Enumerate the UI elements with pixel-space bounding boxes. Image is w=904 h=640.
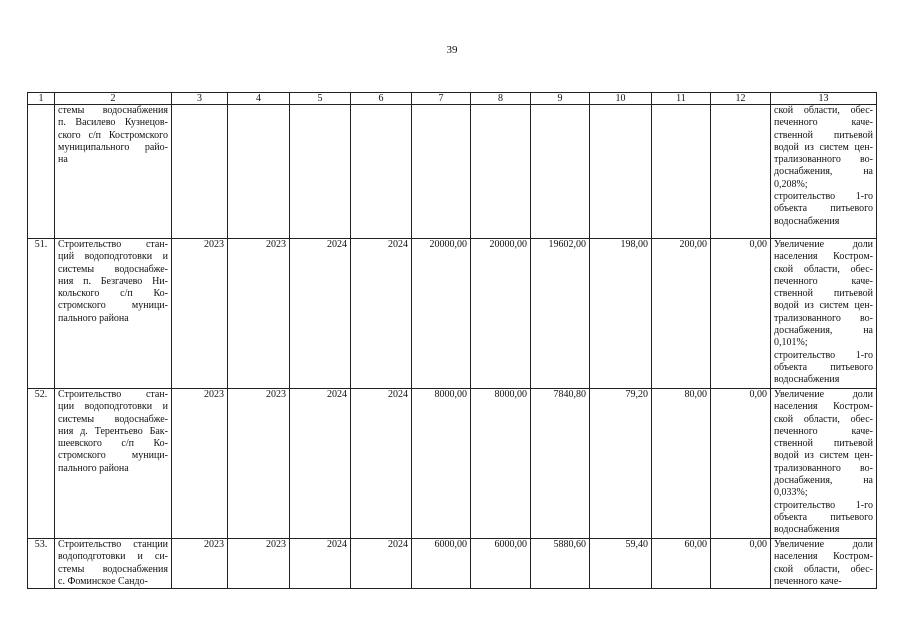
project-name-line: кольского с/п Ко- [58, 288, 168, 300]
year-cell-c5: 2024 [290, 539, 351, 589]
project-name-line: Строительство стан- [58, 239, 168, 250]
result-line: трализованного во- [774, 312, 873, 324]
amount-cell-c12 [711, 105, 771, 239]
project-name-cell [55, 105, 172, 239]
column-header-3: 3 [172, 93, 228, 105]
year-cell-c5 [290, 105, 351, 239]
table-row [28, 539, 877, 589]
project-name-line: системы водоснабже- [58, 263, 168, 275]
project-name-line: муниципального райо- [58, 141, 168, 153]
year-cell-c4: 2023 [228, 239, 290, 389]
project-name-line: ния п. Безгачево Ни- [58, 275, 168, 287]
project-name-line: п. Василево Кузнецов- [58, 117, 168, 129]
project-name-line: стемы водоснабжения [58, 563, 168, 575]
result-line: водой из систем цен- [774, 450, 873, 462]
result-line: печенного каче- [774, 275, 873, 287]
amount-cell-c9 [531, 105, 590, 239]
amount-cell-c8: 6000,00 [471, 539, 531, 589]
result-line: водоснабжения [774, 374, 840, 386]
program-table [27, 92, 877, 589]
table-row [28, 389, 877, 539]
result-line: строительство 1-го [774, 191, 873, 203]
project-name-line: пального района [58, 312, 129, 324]
result-line: строительство 1-го [774, 499, 873, 511]
result-line: водой из систем цен- [774, 300, 873, 312]
project-name-line: ций водоподготовки и [58, 251, 168, 263]
project-name-line: на [58, 154, 68, 166]
amount-cell-c12: 0,00 [711, 539, 771, 589]
column-header-4: 4 [228, 93, 290, 105]
project-name-line: пального района [58, 462, 129, 474]
year-cell-c5: 2024 [290, 239, 351, 389]
year-cell-c6 [351, 105, 412, 239]
result-line: населения Костром- [774, 251, 873, 263]
year-cell-c3: 2023 [172, 539, 228, 589]
amount-cell-c8 [471, 105, 531, 239]
result-line: 0,033%; [774, 487, 808, 499]
year-cell-c6: 2024 [351, 239, 412, 389]
result-line: водоснабжения [774, 215, 840, 227]
result-line: ственной питьевой [774, 438, 873, 450]
project-name-line: с. Фоминское Сандо- [58, 575, 148, 587]
result-line: ственной питьевой [774, 129, 873, 141]
result-description-cell [771, 105, 877, 239]
result-line: ственной питьевой [774, 288, 873, 300]
result-description-cell [771, 389, 877, 539]
amount-cell-c7: 6000,00 [412, 539, 471, 589]
amount-cell-c11: 60,00 [652, 539, 711, 589]
result-line: ской области, обес- [774, 105, 873, 116]
project-name-line: Строительство стан- [58, 389, 168, 400]
project-name-cell [55, 239, 172, 389]
result-line: печенного каче- [774, 575, 842, 587]
amount-cell-c10: 198,00 [590, 239, 652, 389]
result-line: ской области, обес- [774, 413, 873, 425]
project-name-line: ния д. Терентьево Бак- [58, 425, 168, 437]
year-cell-c6: 2024 [351, 539, 412, 589]
amount-cell-c9: 5880,60 [531, 539, 590, 589]
column-header-9: 9 [531, 93, 590, 105]
result-line: Увеличение доли [774, 239, 873, 250]
page-number: 39 [446, 44, 458, 56]
amount-cell-c8: 20000,00 [471, 239, 531, 389]
project-name-line: стемы водоснабжения [58, 105, 168, 116]
project-name-line: Строительство станции [58, 539, 168, 550]
result-line: Увеличение доли [774, 389, 873, 400]
project-name-line: ции водоподготовки и [58, 401, 168, 413]
column-header-10: 10 [590, 93, 652, 105]
result-line: доснабжения, на [774, 475, 873, 487]
table-row [28, 105, 877, 239]
year-cell-c3 [172, 105, 228, 239]
year-cell-c5: 2024 [290, 389, 351, 539]
row-number-cell: 53. [28, 539, 55, 589]
column-header-11: 11 [652, 93, 711, 105]
result-line: ской области, обес- [774, 563, 873, 575]
amount-cell-c7: 8000,00 [412, 389, 471, 539]
result-line: печенного каче- [774, 117, 873, 129]
row-number-cell: 51. [28, 239, 55, 389]
result-line: населения Костром- [774, 401, 873, 413]
project-name-line: системы водоснабже- [58, 413, 168, 425]
result-line: доснабжения, на [774, 325, 873, 337]
result-line: строительство 1-го [774, 349, 873, 361]
column-header-8: 8 [471, 93, 531, 105]
amount-cell-c9: 7840,80 [531, 389, 590, 539]
result-line: 0,101%; [774, 337, 808, 349]
result-line: доснабжения, на [774, 166, 873, 178]
amount-cell-c12: 0,00 [711, 389, 771, 539]
amount-cell-c8: 8000,00 [471, 389, 531, 539]
year-cell-c6: 2024 [351, 389, 412, 539]
result-line: объекта питьевого [774, 361, 873, 373]
column-header-13: 13 [771, 93, 877, 105]
column-header-5: 5 [290, 93, 351, 105]
result-line: 0,208%; [774, 178, 808, 190]
result-line: трализованного во- [774, 154, 873, 166]
result-line: водоснабжения [774, 524, 840, 536]
result-line: трализованного во- [774, 462, 873, 474]
amount-cell-c7: 20000,00 [412, 239, 471, 389]
amount-cell-c11 [652, 105, 711, 239]
project-name-line: стромского муници- [58, 450, 168, 462]
column-header-7: 7 [412, 93, 471, 105]
year-cell-c4 [228, 105, 290, 239]
amount-cell-c10: 59,40 [590, 539, 652, 589]
result-line: ской области, обес- [774, 263, 873, 275]
project-name-line: ского с/п Костромского [58, 129, 168, 141]
column-header-2: 2 [55, 93, 172, 105]
result-description-cell [771, 539, 877, 589]
column-header-6: 6 [351, 93, 412, 105]
year-cell-c4: 2023 [228, 539, 290, 589]
project-name-line: стромского муници- [58, 300, 168, 312]
header-row [28, 93, 877, 105]
column-header-1: 1 [28, 93, 55, 105]
year-cell-c3: 2023 [172, 389, 228, 539]
amount-cell-c10 [590, 105, 652, 239]
year-cell-c4: 2023 [228, 389, 290, 539]
project-name-line: шеевского с/п Ко- [58, 438, 168, 450]
amount-cell-c7 [412, 105, 471, 239]
amount-cell-c12: 0,00 [711, 239, 771, 389]
amount-cell-c10: 79,20 [590, 389, 652, 539]
result-line: объекта питьевого [774, 203, 873, 215]
amount-cell-c9: 19602,00 [531, 239, 590, 389]
amount-cell-c11: 80,00 [652, 389, 711, 539]
result-line: Увеличение доли [774, 539, 873, 550]
result-line: печенного каче- [774, 425, 873, 437]
project-name-line: водоподготовки и си- [58, 551, 168, 563]
result-line: водой из систем цен- [774, 141, 873, 153]
project-name-cell [55, 389, 172, 539]
amount-cell-c11: 200,00 [652, 239, 711, 389]
row-number-cell [28, 105, 55, 239]
result-line: населения Костром- [774, 551, 873, 563]
project-name-cell [55, 539, 172, 589]
result-description-cell [771, 239, 877, 389]
column-header-12: 12 [711, 93, 771, 105]
row-number-cell: 52. [28, 389, 55, 539]
result-line: объекта питьевого [774, 511, 873, 523]
year-cell-c3: 2023 [172, 239, 228, 389]
table-row [28, 239, 877, 389]
